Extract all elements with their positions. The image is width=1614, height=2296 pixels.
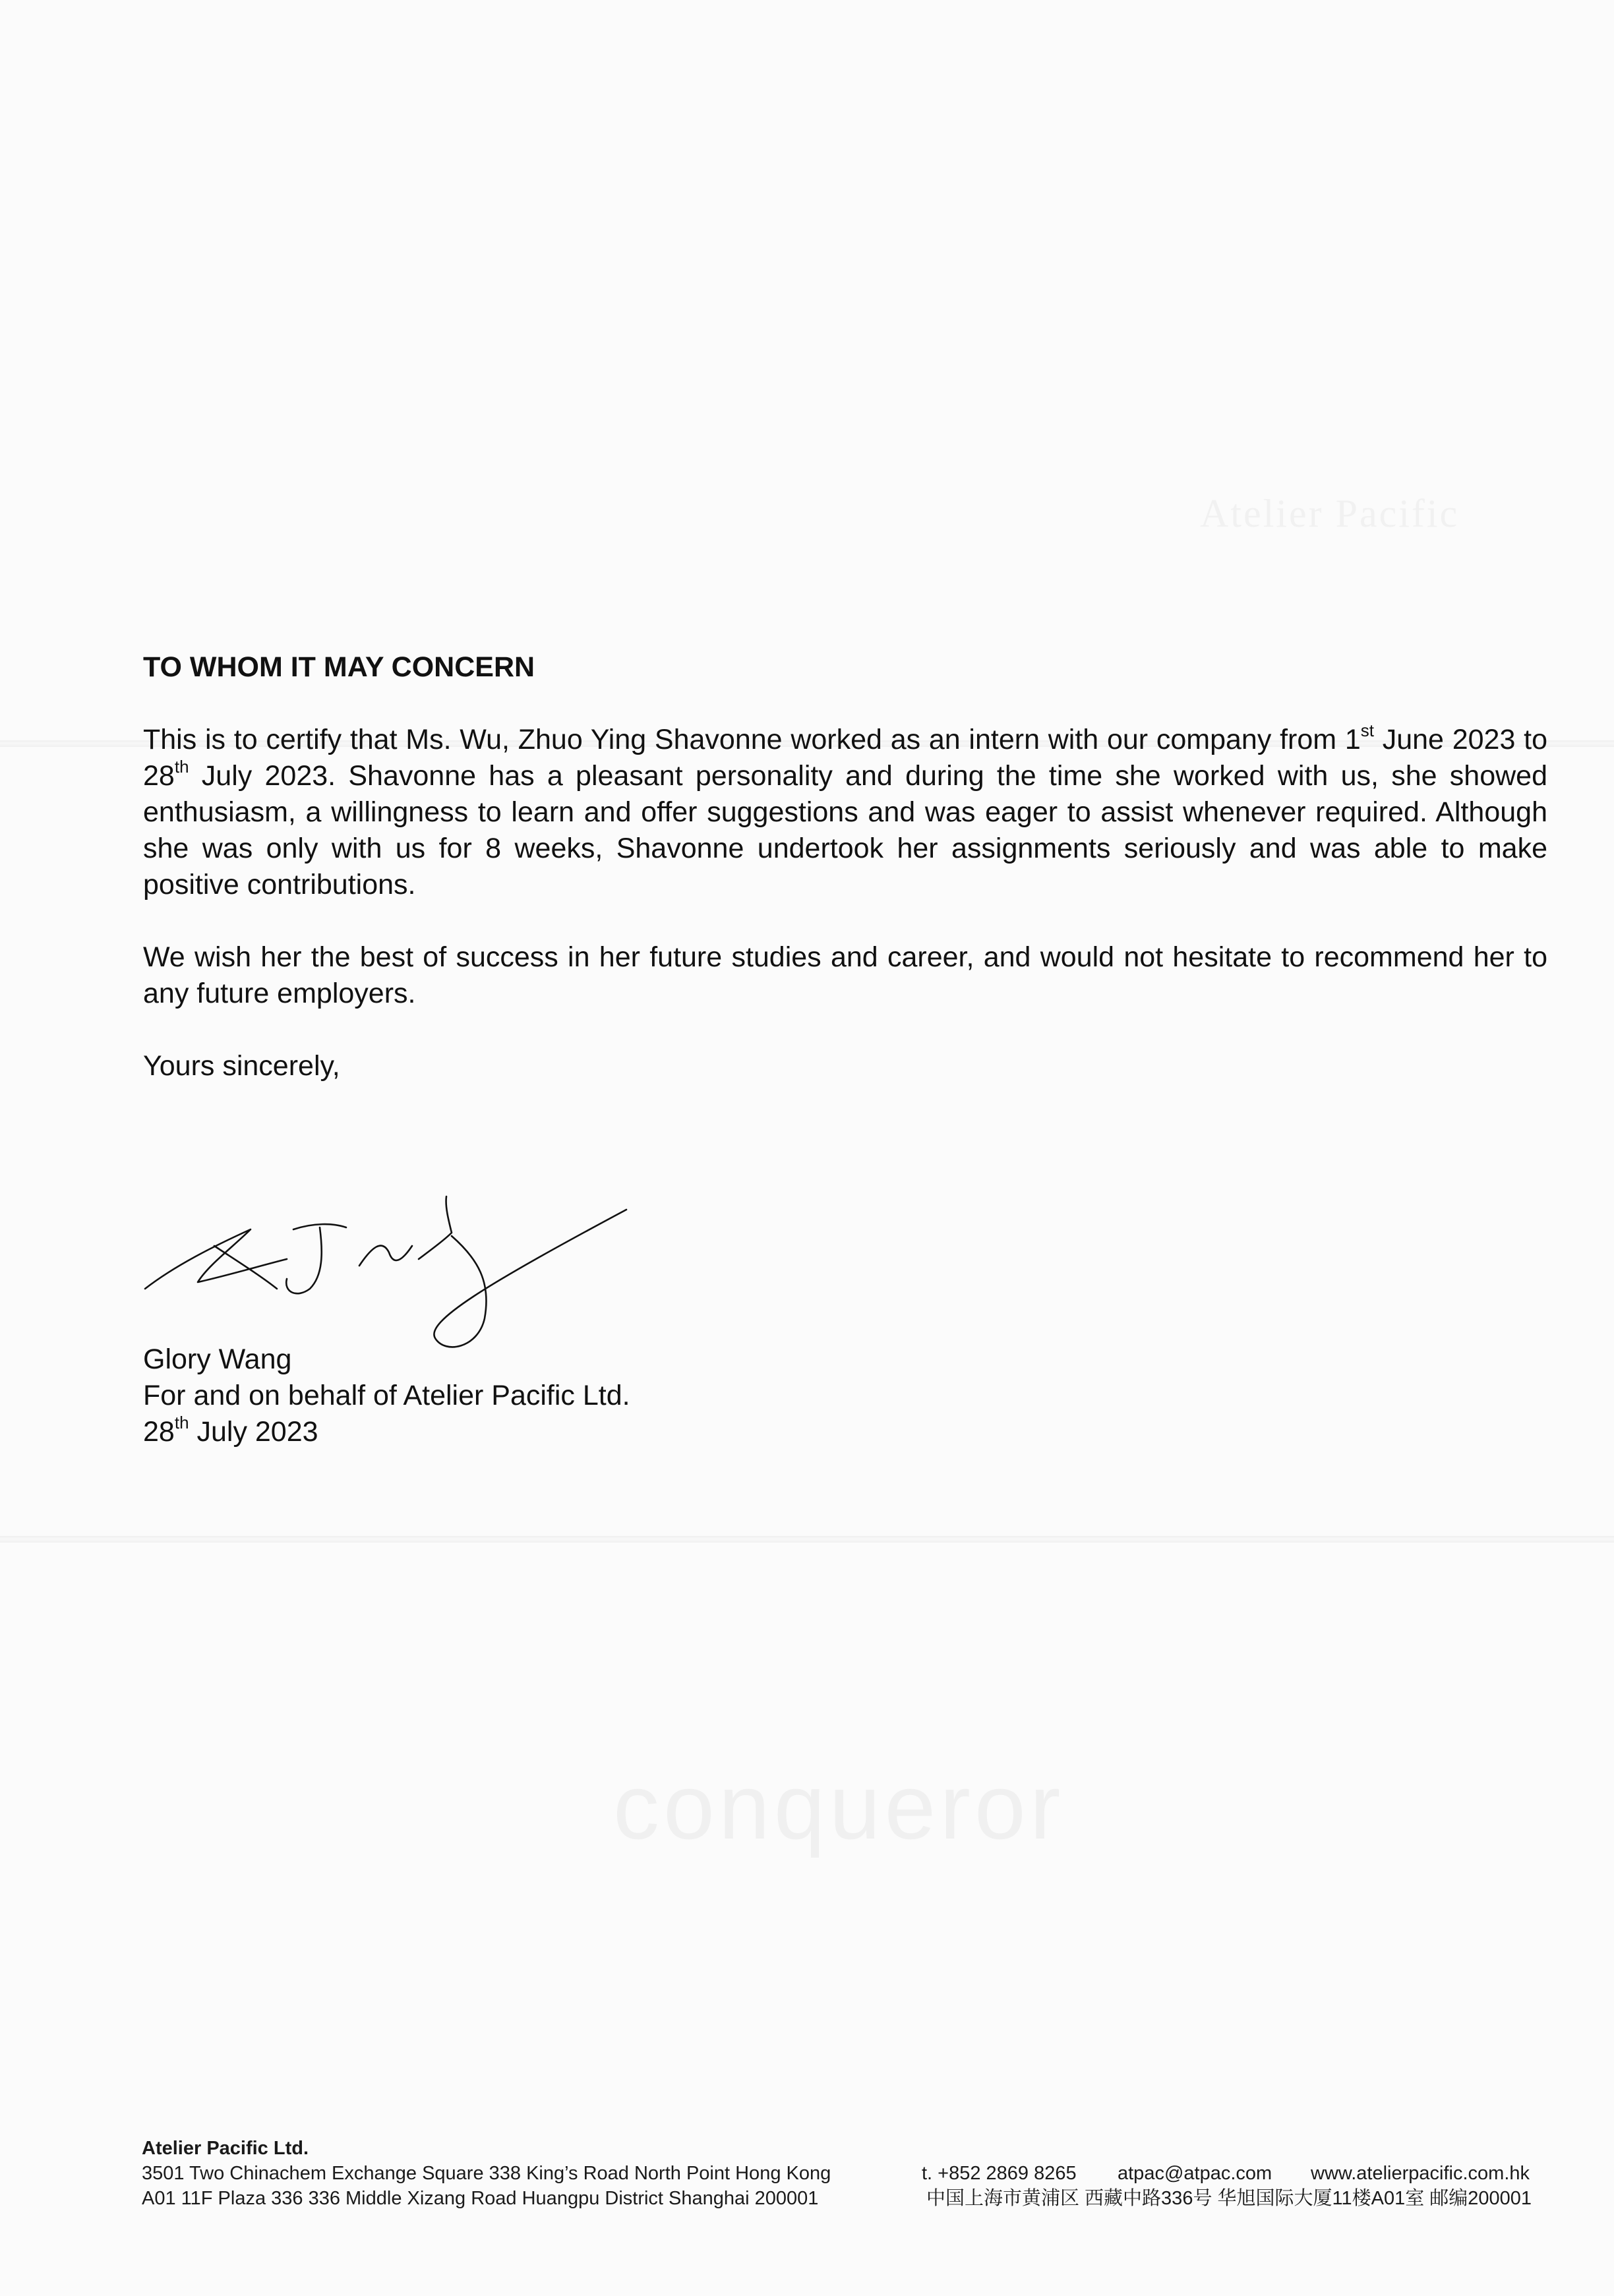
footer-sh-address: A01 11F Plaza 336 336 Middle Xizang Road Huangpu District Shanghai 200001 — [142, 2188, 819, 2209]
letterhead-footer — [142, 2136, 1546, 2211]
closing-line: Yours sincerely, — [143, 1050, 340, 1082]
certification-paragraph — [143, 722, 1547, 903]
footer-sh-address-cn: 中国上海市黄浦区 西藏中路336号 华旭国际大厦11楼A01室 邮编200001 — [926, 2188, 1532, 2209]
footer-hk-row — [142, 2161, 1546, 2186]
footer-hk-address: 3501 Two Chinachem Exchange Square 338 King’s Road North Point Hong Kong — [142, 2163, 831, 2184]
date-day: 28 — [143, 1416, 175, 1448]
footer-phone: t. +852 2869 8265 — [922, 2163, 1077, 2184]
recommendation-paragraph: We wish her the best of success in her future studies and career, and would not hesitate to recommend her to any future employers. — [143, 941, 1547, 1009]
footer-company-name: Atelier Pacific Ltd. — [142, 2138, 309, 2159]
letter-heading: TO WHOM IT MAY CONCERN — [143, 651, 535, 683]
para-text: June 2023 to 28 — [143, 724, 1547, 792]
signatory-company: For and on behalf of Atelier Pacific Ltd. — [143, 1380, 630, 1411]
footer-website: www.atelierpacific.com.hk — [1311, 2163, 1530, 2184]
ordinal-suffix: th — [174, 756, 189, 777]
letter-body — [143, 649, 1547, 1121]
footer-email: atpac@atpac.com — [1118, 2163, 1272, 2184]
paper-fold-line — [0, 1536, 1614, 1543]
para-text: July 2023. Shavonne has a pleasant personality and during the time she worked with us, she showed enthusiasm, a willingness to learn and offer suggestions and was eager to assist whenever required. Although she was only with us for 8 weeks, Shavonne undertook her assignments seriously and was able to make positive contributions. — [143, 760, 1547, 900]
footer-sh-row — [142, 2186, 1546, 2211]
paper-mill-watermark: conqueror — [613, 1755, 1065, 1858]
letter-date — [143, 1414, 630, 1450]
signoff-block — [143, 1341, 630, 1450]
handwritten-signature — [135, 1167, 636, 1358]
para-text: This is to certify that Ms. Wu, Zhuo Ying Shavonne worked as an intern with our company from 1 — [143, 724, 1361, 755]
signatory-name: Glory Wang — [143, 1343, 292, 1375]
ordinal-suffix: st — [1360, 720, 1374, 740]
date-rest: July 2023 — [189, 1416, 318, 1448]
brand-watermark: Atelier Pacific — [1200, 492, 1460, 535]
ordinal-suffix: th — [174, 1412, 189, 1432]
